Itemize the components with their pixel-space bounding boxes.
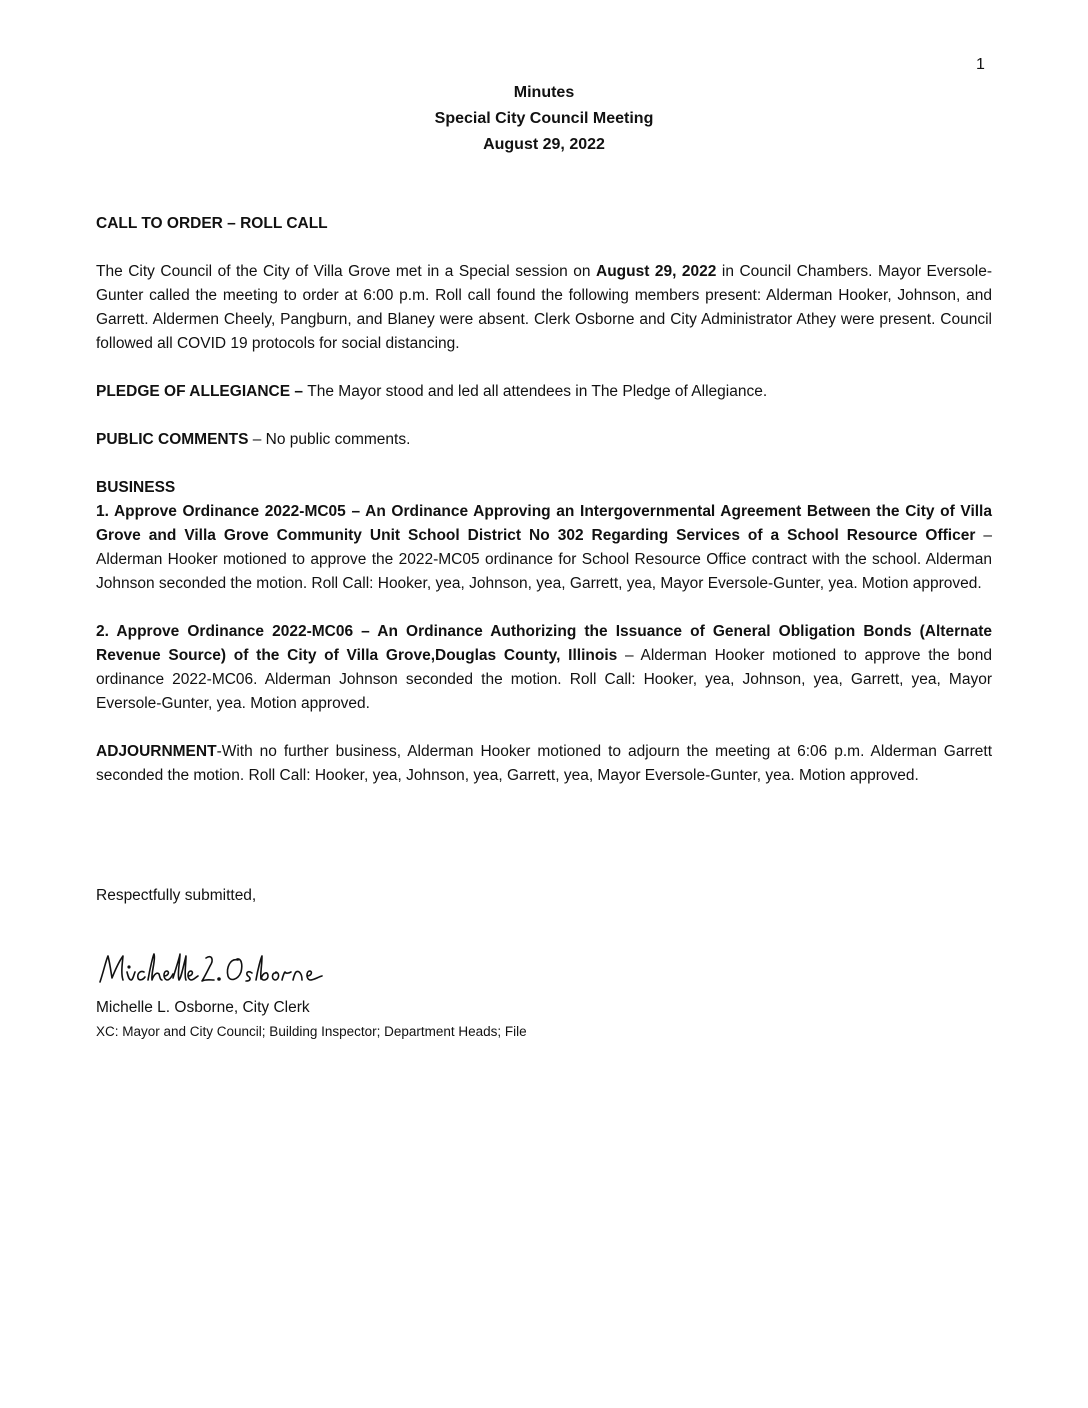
business-item-1-heading: 1. Approve Ordinance 2022-MC05 – An Ordinance Approving an Intergovernmental Agreement Between the City of Villa Grove and Villa Grove Community Unit School District No 302 Regarding Services of a School Resource Officer [96, 503, 992, 544]
page-number: 1 [976, 56, 985, 73]
header-title: Minutes [513, 84, 575, 101]
public-comments-title: PUBLIC COMMENTS [96, 431, 249, 448]
call-to-order-paragraph [96, 260, 992, 356]
business-title: BUSINESS [96, 479, 176, 496]
pledge-paragraph [96, 380, 992, 404]
xc-distribution-line: XC: Mayor and City Council; Building Inspector; Department Heads; File [96, 1024, 527, 1039]
header-meeting-type: Special City Council Meeting [434, 110, 654, 127]
respectfully-submitted: Respectfully submitted, [96, 887, 257, 904]
clerk-name-line: Michelle L. Osborne, City Clerk [96, 999, 310, 1016]
business-item-2-text: – Alderman Hooker motioned to approve the bond ordinance 2022-MC06. Alderman Johnson seconded the motion. Roll Call: Hooker, yea, Johnson, yea, Garrett, yea, Mayor Eversole-Gunter, yea. Motion approved. [96, 647, 992, 712]
handwritten-signature [96, 946, 346, 992]
call-to-order-text-b: in Council Chambers. Mayor Eversole-Gunter called the meeting to order at 6:00 p.m. Roll call found the following members present: Alderman Hooker, Johnson, and Garrett. Aldermen Cheely, Pangburn, and Blaney were absent. Clerk Osborne and City Administrator Athey were present. Council followed all COVID 19 protocols for social distancing. [96, 263, 992, 352]
business-item-1 [96, 500, 992, 596]
business-item-1-text: – Alderman Hooker motioned to approve the 2022-MC05 ordinance for School Resource Office contract with the school. Alderman Johnson seconded the motion. Roll Call: Hooker, yea, Johnson, yea, Garrett, yea, Mayor Eversole-Gunter, yea. Motion approved. [96, 527, 992, 592]
minutes-body [96, 212, 992, 788]
document-header [0, 80, 1088, 158]
business-item-2 [96, 620, 992, 716]
adjournment-title: ADJOURNMENT [96, 743, 217, 760]
call-to-order-text-a: The City Council of the City of Villa Grove met in a Special session on [96, 263, 597, 280]
header-date: August 29, 2022 [483, 136, 605, 153]
pledge-text: The Mayor stood and led all attendees in The Pledge of Allegiance. [307, 383, 768, 400]
pledge-title: PLEDGE OF ALLEGIANCE – [96, 383, 308, 400]
public-comments-text: – No public comments. [248, 431, 411, 448]
business-item-2-heading: 2. Approve Ordinance 2022-MC06 – An Ordinance Authorizing the Issuance of General Obligation Bonds (Alternate Revenue Source) of the City of Villa Grove,Douglas County, Illinois [96, 623, 992, 664]
meeting-date-bold: August 29, 2022 [596, 263, 717, 280]
call-to-order-title: CALL TO ORDER – ROLL CALL [96, 215, 328, 232]
public-comments-paragraph [96, 428, 992, 452]
adjournment-paragraph [96, 740, 992, 788]
adjournment-text: -With no further business, Alderman Hooker motioned to adjourn the meeting at 6:06 p.m. Alderman Garrett seconded the motion. Roll Call: Hooker, yea, Johnson, yea, Garrett, yea, Mayor Eversole-Gunter, yea. Motion approved. [96, 743, 992, 784]
